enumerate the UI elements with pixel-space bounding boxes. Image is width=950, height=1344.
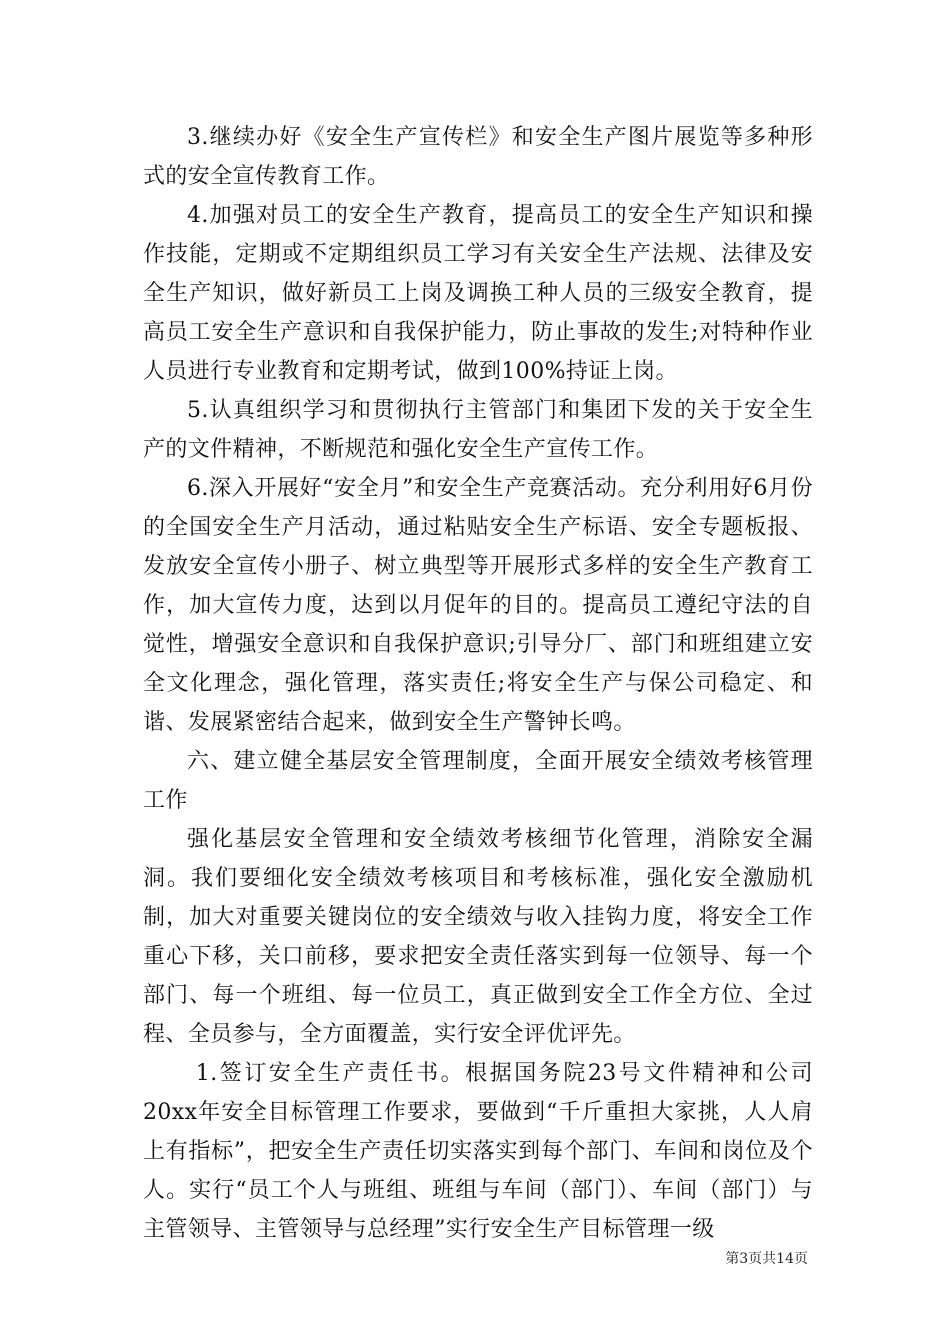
paragraph-item-4: 4.加强对员工的安全生产教育，提高员工的安全生产知识和操作技能，定期或不定期组织员工学习有关安全生产法规、法律及安全生产知识，做好新员工上岗及调换工种人员的三级安全教育，提高员工安全生产意识和自我保护能力，防止事故的发生;对特种作业人员进行专业教育和定期考试，做到100%持证上岗。 xyxy=(143,203,813,384)
paragraph-section-intro: 强化基层安全管理和安全绩效考核细节化管理，消除安全漏洞。我们要细化安全绩效考核项目和考核标准，强化安全激励机制，加大对重要关键岗位的安全绩效与收入挂钩力度，将安全工作重心下移，关口前移，要求把安全责任落实到每一位领导、每一个部门、每一个班组、每一位员工，真正做到安全工作全方位、全过程、全员参与，全方面覆盖，实行安全评优评先。 xyxy=(143,827,813,1047)
page-number-footer: 第3页共14页 xyxy=(725,1251,808,1267)
paragraph-item-1: 1.签订安全生产责任书。根据国务院23号文件精神和公司20xx年安全目标管理工作要求，要做到“千斤重担大家挑，人人肩上有指标”，把安全生产责任切实落实到每个部门、车间和岗位及个人。实行“员工个人与班组、班组与车间（部门）、车间（部门）与主管领导、主管领导与总经理”实行安全生产目标管理一级 xyxy=(143,1061,813,1242)
document-body xyxy=(143,118,813,1249)
paragraph-item-3: 3.继续办好《安全生产宣传栏》和安全生产图片展览等多种形式的安全宣传教育工作。 xyxy=(143,125,813,189)
paragraph-item-6: 6.深入开展好“安全月”和安全生产竞赛活动。充分利用好6月份的全国安全生产月活动，通过粘贴安全生产标语、安全专题板报、发放安全宣传小册子、树立典型等开展形式多样的安全生产教育工作，加大宣传力度，达到以月促年的目的。提高员工遵纪守法的自觉性，增强安全意识和自我保护意识;引导分厂、部门和班组建立安全文化理念，强化管理，落实责任;将安全生产与保公司稳定、和谐、发展紧密结合起来，做到安全生产警钟长鸣。 xyxy=(143,476,813,735)
section-heading-6: 六、建立健全基层安全管理制度，全面开展安全绩效考核管理工作 xyxy=(143,749,813,813)
paragraph-item-5: 5.认真组织学习和贯彻执行主管部门和集团下发的关于安全生产的文件精神，不断规范和强化安全生产宣传工作。 xyxy=(143,398,813,462)
